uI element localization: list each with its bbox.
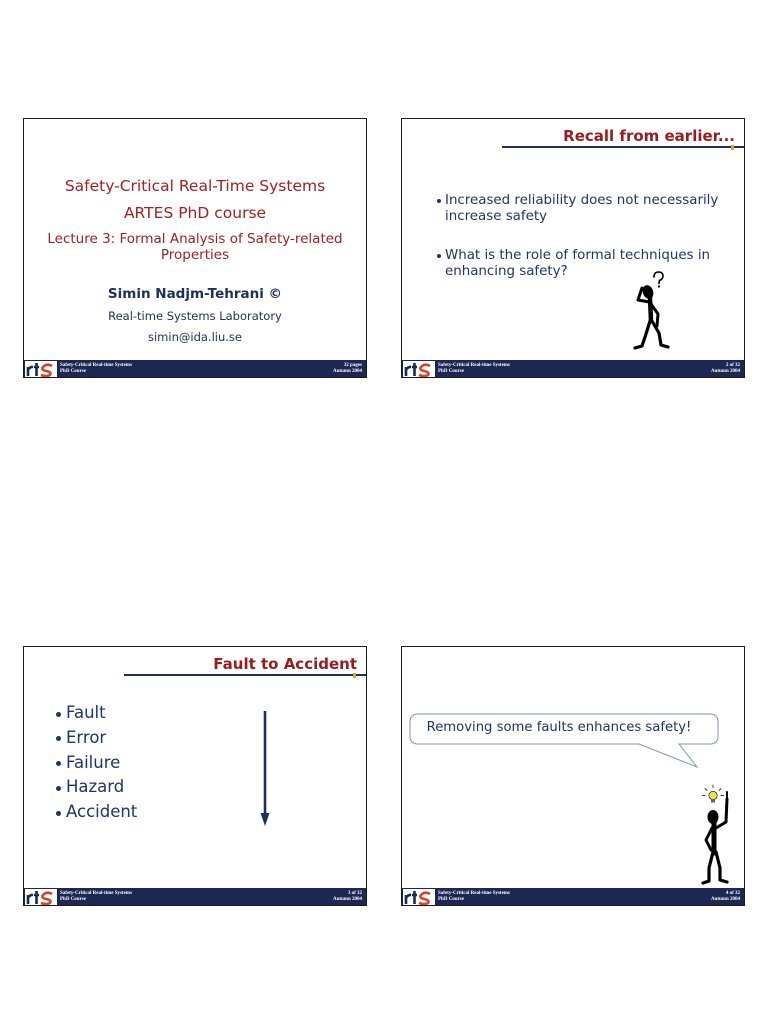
- page-number: 32 pages: [343, 362, 362, 368]
- list-item: [55, 726, 137, 751]
- page-number: 3 of 32: [347, 890, 362, 896]
- footer-course-name: Safety-Critical Real-time Systems: [60, 362, 132, 368]
- bullet-text: Hazard: [66, 777, 125, 797]
- bullet-text: Accident: [66, 802, 138, 821]
- bullet-text: What is the role of formal techniques in enhancing safety?: [445, 248, 711, 279]
- footer-course-type: PhD Course: [60, 896, 86, 902]
- heading-rule-accent: [731, 145, 734, 150]
- lecture-title: [24, 231, 366, 263]
- bullet-list: [55, 701, 137, 825]
- course-subtitle: ARTES PhD course: [123, 204, 267, 222]
- slide-fault-to-accident: [23, 646, 367, 906]
- slide-heading: Fault to Accident: [213, 655, 357, 673]
- bullet-list: [436, 193, 736, 303]
- slide-footer: [24, 360, 366, 377]
- footer-page-info: [333, 891, 362, 903]
- page-number: 2 of 32: [725, 362, 740, 368]
- bullet-dot: [56, 811, 61, 816]
- footer-term: Autumn 2004: [332, 368, 362, 374]
- bullet-dot: [56, 736, 61, 741]
- bullet-dot: [56, 712, 61, 717]
- footer-term: Autumn 2004: [332, 896, 362, 902]
- list-item: [436, 248, 736, 280]
- slide-footer: [24, 888, 366, 905]
- slide-removing-faults: [401, 646, 745, 906]
- lightbulb-icon: [703, 785, 724, 803]
- bullet-dot: [437, 199, 441, 203]
- lightbulb-stick-figure: [696, 784, 736, 885]
- footer-course: [438, 891, 510, 903]
- bullet-text: Increased reliability does not necessarily increase safety: [445, 193, 719, 224]
- course-title: Safety-Critical Real-Time Systems: [64, 177, 326, 195]
- bullet-text: Fault: [66, 703, 106, 722]
- list-item: [55, 775, 137, 800]
- footer-course: [438, 363, 510, 375]
- rts-lab-logo: [403, 889, 435, 905]
- footer-course-type: PhD Course: [438, 368, 464, 374]
- question-mark-icon: [654, 272, 663, 288]
- heading-rule: [124, 674, 366, 676]
- footer-course-type: PhD Course: [438, 896, 464, 902]
- bullet-dot: [56, 786, 61, 791]
- footer-course-name: Safety-Critical Real-time Systems: [438, 890, 510, 896]
- footer-term: Autumn 2004: [710, 896, 740, 902]
- question-stick-figure: [630, 271, 670, 351]
- footer-page-info: [711, 363, 740, 375]
- footer-course-type: PhD Course: [60, 368, 86, 374]
- list-item: [55, 751, 137, 776]
- bullet-dot: [437, 254, 441, 258]
- footer-course: [60, 891, 132, 903]
- slide-footer: [402, 360, 744, 377]
- author-name: Simin Nadjm-Tehrani ©: [107, 286, 283, 302]
- speech-bubble-text: Removing some faults enhances safety!: [426, 720, 692, 735]
- slide-heading: Recall from earlier...: [563, 127, 735, 145]
- list-item: [436, 193, 736, 225]
- lecture-title-line: Properties: [160, 247, 230, 263]
- slide-footer: [402, 888, 744, 905]
- bullet-text: Error: [66, 727, 107, 747]
- footer-page-info: [711, 891, 740, 903]
- down-arrow-icon: [259, 710, 271, 828]
- footer-course-name: Safety-Critical Real-time Systems: [60, 890, 132, 896]
- bullet-text: Failure: [66, 752, 121, 772]
- rts-lab-logo: [25, 889, 57, 905]
- slide-recall: [401, 118, 745, 378]
- affiliation: Real-time Systems Laboratory: [108, 309, 282, 323]
- lecture-title-line: Lecture 3: Formal Analysis of Safety-related: [47, 231, 343, 247]
- footer-page-info: [333, 363, 362, 375]
- slide-title-page: [23, 118, 367, 378]
- rts-lab-logo: [403, 361, 435, 377]
- page-number: 4 of 32: [725, 890, 740, 896]
- footer-course: [60, 363, 132, 375]
- list-item: [55, 800, 137, 825]
- rts-lab-logo: [25, 361, 57, 377]
- footer-term: Autumn 2004: [710, 368, 740, 374]
- bullet-dot: [56, 761, 61, 766]
- list-item: [55, 701, 137, 726]
- heading-rule: [502, 146, 744, 148]
- footer-course-name: Safety-Critical Real-time Systems: [438, 362, 510, 368]
- author-email: simin@ida.liu.se: [148, 330, 242, 344]
- heading-rule-accent: [353, 673, 356, 678]
